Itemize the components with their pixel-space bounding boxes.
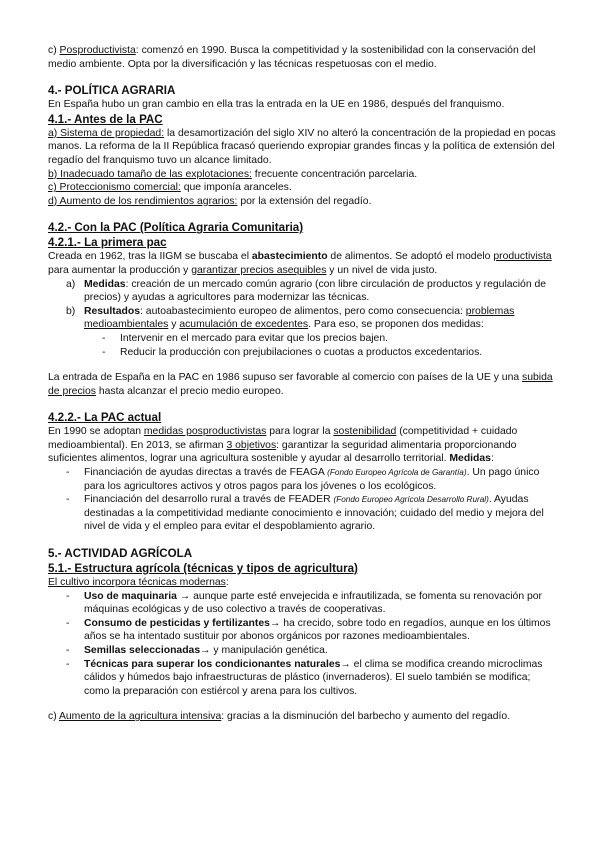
intro-term: Posproductivista — [59, 45, 136, 56]
section-5-title: 5.- ACTIVIDAD AGRÍCOLA — [48, 547, 193, 561]
section-4-2-1-paragraph: Creada en 1962, tras la IIGM se buscaba el abastecimiento de alimentos. Se adoptó el modelo productivista para aumentar la producción y garantizar precios asequibles y un nivel de vida justo. — [48, 251, 552, 276]
list-item: d) Aumento de los rendimientos agrarios: por la extensión del regadío. — [48, 195, 372, 207]
section-4-2-1-closing: La entrada de España en la PAC en 1986 supuso ser favorable al comercio con países de la UE y una subida de precios hasta alcanzar el precio medio europeo. — [48, 372, 553, 397]
sub-list-item: - Reducir la producción con prejubilaciones o cuotas a productos excedentarios. — [102, 346, 483, 358]
list-item: - Uso de maquinaria → aunque parte esté envejecida e infrautilizada, se fomenta su renovación por máquinas ecológicas y de uso colectivo a través de cooperativas. — [66, 590, 543, 616]
sub-list-item: - Intervenir en el mercado para evitar que los precios bajen. — [102, 332, 388, 344]
section-4-title: 4.- POLÍTICA AGRARIA — [48, 84, 176, 98]
list-item: - Financiación del desarrollo rural a través de FEADER (Fondo Europeo Agrícola Desarrollo Rural). Ayudas destinadas a la competitividad mediante conocimiento e innovación; cuidado del medio y mejora del nivel de vida y el empleo para evitar el despoblamiento agrario. — [66, 494, 544, 533]
document-page — [48, 44, 558, 724]
section-4-2-2-paragraph: En 1990 se adoptan medidas posproductivistas para lograr la sostenibilidad (competitividad + cuidado medioambiental). En 2013, se afirman 3 objetivos: garantizar la seguridad alimentaria proporcionando suficientes alimentos, lograr una agricultura sostenible y ayudar al desarrollo territorial. Medidas: — [48, 426, 518, 465]
section-4-intro: En España hubo un gran cambio en ella tras la entrada en la UE en 1986, después del franquismo. — [48, 99, 505, 111]
section-5-1-title: 5.1.- Estructura agrícola (técnicas y tipos de agricultura) — [48, 562, 358, 576]
list-item-a: a) Medidas: creación de un mercado común agrario (con libre circulación de productos y regulación de precios) y ayudas a agricultores para modernizar las técnicas. — [66, 278, 547, 304]
section-4-2-2-title: 4.2.2.- La PAC actual — [48, 411, 162, 425]
list-item: b) Inadecuado tamaño de las explotaciones: frecuente concentración parcelaria. — [48, 168, 418, 180]
list-item: c) Proteccionismo comercial: que imponía aranceles. — [48, 182, 292, 194]
section-4-1-title: 4.1.- Antes de la PAC — [48, 112, 163, 126]
list-item: - Semillas seleccionadas→ y manipulación genética. — [66, 645, 328, 656]
section-4-2-title: 4.2.- Con la PAC (Política Agraria Comunitaria) — [48, 221, 304, 235]
section-4-2-1-title: 4.2.1.- La primera pac — [48, 236, 167, 250]
list-item: - Consumo de pesticidas y fertilizantes→ ha crecido, sobre todo en regadíos, aunque en los últimos años se ha intentado sustituir por abonos orgánicos por razones medioambientales. — [66, 617, 551, 643]
section-5-1-lead: El cultivo incorpora técnicas modernas: — [48, 577, 229, 589]
list-item-b: b) Resultados: autoabastecimiento europeo de alimentos, pero como consecuencia: problemas medioambientales y acumulación de excedentes. Para eso, se proponen dos medidas: — [66, 305, 515, 331]
list-item: a) Sistema de propiedad: la desamortización del siglo XIV no alteró la concentración de la propiedad en pocas manos. La reforma de la II República fracasó queriendo expropiar grandes fincas y la política de extensión del regadío del franquismo tuvo un alcance limitado. — [48, 127, 556, 166]
list-item: - Financiación de ayudas directas a través de FEAGA (Fondo Europeo Agrícola de Garantía). Un pago único para los agricultores activos y otros pagos para los jóvenes o los ecológicos. — [66, 467, 540, 492]
section-5-1-closing: c) Aumento de la agricultura intensiva: gracias a la disminución del barbecho y aumento del regadío. — [48, 711, 511, 723]
list-item: - Técnicas para superar los condicionantes naturales→ el clima se modifica creando microclimas cálidos y húmedos bajo infraestructuras de plástico (invernaderos). El suelo también se modifica; como la preparación con estiércol y arena para los cultivos. — [66, 658, 543, 697]
intro-paragraph: c) Posproductivista: comenzó en 1990. Busca la competitividad y la sostenibilidad con la conservación del medio ambiente. Opta por la diversificación y las técnicas respetuosas con el medio. — [48, 45, 536, 70]
